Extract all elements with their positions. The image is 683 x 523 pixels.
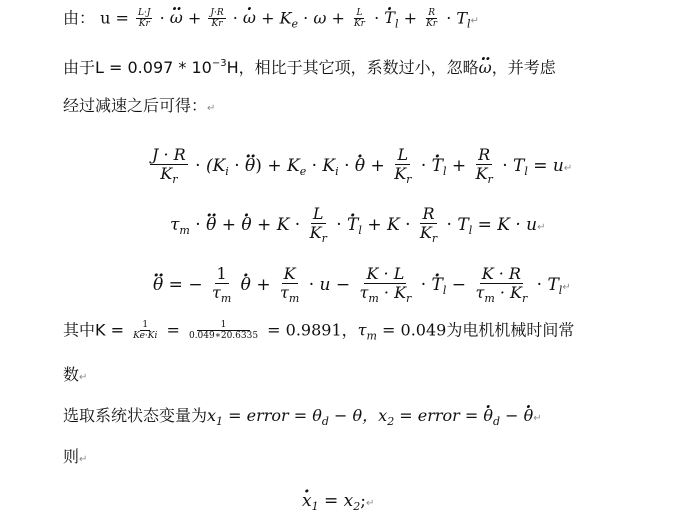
var-x-dot: x · bbox=[302, 491, 312, 511]
frac-den bbox=[392, 165, 413, 187]
subscript-r: r bbox=[172, 173, 178, 187]
frac-den bbox=[418, 224, 439, 246]
frac-num: R bbox=[422, 204, 435, 223]
var-x: x bbox=[378, 406, 388, 425]
var-error-dot: error bbox=[417, 406, 460, 425]
fraction-l-kr bbox=[352, 8, 367, 30]
rhs-u: = u bbox=[533, 156, 564, 177]
frac-den: Kr bbox=[426, 19, 438, 30]
subscript-i: i bbox=[225, 165, 229, 179]
fraction-lj-kr bbox=[136, 8, 152, 30]
frac-num: L·J bbox=[138, 8, 151, 18]
equals-sign: = bbox=[168, 275, 183, 296]
omega-ddot: ω ·· bbox=[170, 8, 183, 27]
frac-num: L bbox=[312, 204, 324, 223]
equation-1 bbox=[148, 146, 572, 187]
plus-sign: + bbox=[256, 275, 271, 296]
minus-sign: − bbox=[188, 275, 203, 296]
dot-operator: · bbox=[294, 215, 301, 236]
subscript-m: m bbox=[368, 292, 379, 306]
dot-operator: · bbox=[159, 8, 165, 28]
var-x: x bbox=[207, 406, 217, 425]
var-u: u bbox=[319, 275, 331, 296]
fraction-1-keki bbox=[131, 320, 159, 342]
paragraph-mark: ↵ bbox=[365, 498, 375, 509]
dot-operator: · bbox=[446, 8, 452, 28]
var-k: K bbox=[386, 215, 400, 236]
frac-num: L bbox=[356, 8, 363, 18]
theta-ddot: θ ·· bbox=[206, 215, 216, 235]
equals-sign: = bbox=[318, 491, 344, 511]
text-segment: 由于L = 0.097 * 10 bbox=[63, 58, 212, 77]
plus-sign: + bbox=[257, 215, 272, 236]
dot-operator: · bbox=[336, 215, 342, 236]
subscript-r: r bbox=[406, 292, 412, 306]
var-t: T bbox=[456, 8, 468, 28]
subscript-i: i bbox=[335, 165, 339, 179]
subscript-l: l bbox=[358, 224, 362, 238]
k-value: = 0.9891， bbox=[267, 320, 358, 340]
fraction-1-taum bbox=[210, 265, 233, 306]
var-t-dot: T · bbox=[347, 215, 358, 235]
subscript-r: r bbox=[321, 232, 327, 246]
frac-den: Ke·Ki bbox=[133, 331, 158, 342]
plus-sign: + bbox=[370, 156, 385, 177]
omega-dot: ω · bbox=[243, 8, 256, 27]
den-k: · K bbox=[378, 283, 407, 303]
frac-den bbox=[308, 224, 329, 246]
equation-line-1 bbox=[63, 8, 479, 34]
dot-operator: · bbox=[344, 156, 350, 177]
paren-ki: (K bbox=[205, 156, 226, 177]
dot-operator: · bbox=[420, 275, 427, 296]
paren-close: ) bbox=[255, 156, 262, 177]
den-tau: τ bbox=[279, 283, 289, 303]
paragraph-mark: ↵ bbox=[563, 163, 573, 175]
fraction-kr-taumkr bbox=[473, 265, 529, 306]
theta-dot: θ · bbox=[483, 406, 493, 425]
dot-operator: · bbox=[308, 275, 315, 296]
frac-num: J · R bbox=[152, 145, 186, 164]
text-segment: ，并考虑 bbox=[491, 58, 556, 77]
equation-2 bbox=[170, 205, 546, 246]
subscript-l: l bbox=[467, 17, 471, 31]
paragraph-mark: ↵ bbox=[79, 372, 88, 383]
var-ke: K bbox=[279, 8, 292, 28]
fraction-jr-kr bbox=[150, 146, 188, 187]
frac-den bbox=[474, 165, 495, 187]
exponent: −3 bbox=[211, 58, 227, 69]
paragraph-mark: ↵ bbox=[533, 413, 542, 424]
text-segment: 则 bbox=[63, 447, 80, 466]
paragraph-mark: ↵ bbox=[207, 103, 216, 114]
fraction-r-kr bbox=[418, 205, 439, 246]
equals-sign: = bbox=[166, 320, 180, 340]
var-error: error bbox=[246, 406, 289, 425]
var-k: K bbox=[276, 215, 290, 236]
var-t: T bbox=[513, 156, 525, 177]
var-ke: K bbox=[286, 156, 300, 177]
minus-sign: − bbox=[335, 275, 351, 296]
den-k: · K bbox=[494, 283, 522, 303]
den-tau: τ bbox=[475, 283, 485, 303]
theta-ddot: θ ·· bbox=[153, 275, 163, 295]
dot-operator: · bbox=[311, 156, 318, 177]
equals-sign: = bbox=[459, 406, 484, 425]
frac-num: K · R bbox=[481, 264, 521, 283]
fraction-r-kr bbox=[424, 8, 439, 30]
subscript-l: l bbox=[524, 165, 528, 179]
plus-sign: + bbox=[261, 8, 275, 28]
text-segment: 为电机机械时间常 bbox=[446, 320, 575, 340]
den-k: K bbox=[394, 164, 407, 184]
fraction-jr-kr bbox=[208, 8, 225, 30]
den-tau: τ bbox=[211, 283, 221, 303]
label-you: 由： bbox=[63, 8, 96, 28]
text-line-8 bbox=[63, 365, 87, 388]
rhs-ku: = K · u bbox=[477, 215, 538, 236]
paragraph-mark: ↵ bbox=[562, 282, 571, 294]
frac-num: R bbox=[478, 145, 491, 164]
minus-sign: − bbox=[500, 406, 524, 425]
omega: ω bbox=[313, 8, 327, 28]
subscript-m: m bbox=[484, 292, 495, 306]
frac-num: K · L bbox=[366, 264, 405, 283]
frac-num: 1 bbox=[216, 264, 227, 283]
var-ki: K bbox=[322, 156, 336, 177]
frac-num: 1 bbox=[197, 320, 251, 331]
subscript-r: r bbox=[431, 232, 438, 246]
equals-sign: = bbox=[223, 406, 247, 425]
plus-sign: + bbox=[403, 8, 417, 28]
equation-3 bbox=[153, 265, 571, 306]
text-line-7 bbox=[63, 320, 574, 346]
den-k: K bbox=[309, 223, 322, 243]
var-t-dot: T · bbox=[384, 8, 395, 27]
paragraph-mark: ↵ bbox=[537, 222, 546, 234]
fraction-1-numeric bbox=[187, 320, 260, 342]
theta-dot: θ · bbox=[241, 215, 251, 235]
frac-den: 0.049∗20.6335 bbox=[188, 331, 259, 342]
subscript-1: 1 bbox=[216, 415, 224, 428]
fraction-k-taum bbox=[278, 265, 301, 306]
frac-num: R bbox=[428, 8, 435, 18]
var-u: u bbox=[100, 8, 111, 28]
subscript-r: r bbox=[521, 292, 528, 306]
var-theta: θ bbox=[312, 406, 322, 425]
frac-den bbox=[210, 284, 233, 306]
subscript-l: l bbox=[394, 17, 399, 31]
dot-operator: · bbox=[536, 275, 543, 296]
den-k: K bbox=[419, 223, 432, 243]
den-k: K bbox=[475, 164, 488, 184]
text-segment: H，相比于其它项，系数过小，忽略 bbox=[226, 58, 479, 77]
omega-ddot: ω ·· bbox=[479, 58, 492, 77]
theta-ddot: θ ·· bbox=[245, 156, 255, 176]
plus-sign: + bbox=[187, 8, 202, 28]
dot-operator: · bbox=[420, 156, 427, 177]
subscript-2: 2 bbox=[387, 415, 395, 428]
plus-sign: + bbox=[451, 156, 467, 177]
text-segment: 选取系统状态变量为 bbox=[63, 406, 208, 425]
dot-operator: · bbox=[195, 215, 201, 236]
semicolon: ; bbox=[360, 491, 366, 511]
subscript-m: m bbox=[179, 224, 190, 238]
theta-dot: θ · bbox=[524, 406, 534, 425]
minus-sign: − bbox=[451, 275, 467, 296]
plus-sign: + bbox=[267, 156, 282, 177]
den-k: K bbox=[160, 164, 173, 184]
subscript-1: 1 bbox=[311, 500, 319, 513]
frac-num: J·R bbox=[210, 8, 224, 18]
subscript-l: l bbox=[442, 165, 447, 179]
frac-den bbox=[158, 165, 179, 187]
frac-den bbox=[473, 284, 529, 306]
subscript-l: l bbox=[468, 224, 473, 238]
fraction-l-kr bbox=[308, 205, 329, 246]
paragraph-mark: ↵ bbox=[79, 454, 88, 465]
subscript-e: e bbox=[299, 165, 307, 179]
fraction-r-kr bbox=[474, 146, 495, 187]
dot-operator: · bbox=[195, 156, 201, 177]
subscript-d: d bbox=[493, 415, 501, 428]
text-segment: 数 bbox=[63, 365, 80, 384]
var-x: x bbox=[343, 491, 354, 511]
var-t: T bbox=[457, 215, 469, 236]
frac-den: Kr bbox=[211, 19, 223, 30]
fraction-kl-taumkr bbox=[358, 265, 414, 306]
frac-num: 1 bbox=[142, 320, 149, 330]
fraction-l-kr bbox=[392, 146, 413, 187]
equals-sign: = bbox=[115, 8, 129, 28]
var-t: T bbox=[547, 275, 559, 296]
frac-den: Kr bbox=[138, 19, 150, 30]
equals-sign: = bbox=[394, 406, 418, 425]
equation-x1dot bbox=[302, 491, 374, 517]
text-line-10 bbox=[63, 447, 87, 470]
subscript-d: d bbox=[321, 415, 329, 428]
subscript-r: r bbox=[406, 173, 412, 187]
subscript-m: m bbox=[220, 292, 232, 306]
dot-operator: · bbox=[228, 156, 246, 177]
text-line-2 bbox=[63, 54, 556, 78]
dot-operator: · bbox=[502, 156, 508, 177]
frac-num: K bbox=[283, 264, 296, 283]
plus-sign: + bbox=[367, 215, 382, 236]
equals-sign: = bbox=[288, 406, 313, 425]
frac-den bbox=[358, 284, 414, 306]
frac-den: Kr bbox=[353, 19, 365, 30]
text-segment: 经过减速之后可得： bbox=[63, 96, 208, 115]
subscript-l: l bbox=[442, 284, 447, 298]
text-segment: 其中K = bbox=[63, 320, 124, 340]
subscript-e: e bbox=[291, 17, 299, 31]
paragraph-mark: ↵ bbox=[470, 15, 479, 27]
var-t-dot: T · bbox=[432, 156, 443, 176]
dot-operator: · bbox=[374, 8, 380, 28]
var-t-dot: T · bbox=[432, 275, 443, 295]
subscript-m: m bbox=[366, 329, 377, 343]
subscript-l: l bbox=[558, 284, 563, 298]
subscript-m: m bbox=[288, 292, 300, 306]
den-tau: τ bbox=[359, 283, 369, 303]
tau-value: = 0.049 bbox=[376, 320, 447, 340]
var-tau: τ bbox=[170, 215, 180, 236]
plus-sign: + bbox=[331, 8, 345, 28]
frac-den bbox=[278, 284, 301, 306]
frac-num: L bbox=[397, 145, 409, 164]
var-tau: τ bbox=[357, 320, 367, 340]
dot-operator: · bbox=[232, 8, 238, 28]
text-line-9 bbox=[63, 406, 542, 432]
plus-sign: + bbox=[221, 215, 236, 236]
dot-operator: · bbox=[446, 215, 452, 236]
dot-operator: · bbox=[405, 215, 411, 236]
subscript-r: r bbox=[487, 173, 493, 187]
dot-operator: · bbox=[303, 8, 309, 28]
text-line-3 bbox=[63, 96, 215, 119]
theta-dot: θ · bbox=[241, 275, 251, 295]
subscript-2: 2 bbox=[353, 500, 361, 513]
theta-dot: θ · bbox=[355, 156, 365, 176]
minus-theta: − θ， bbox=[328, 406, 379, 425]
